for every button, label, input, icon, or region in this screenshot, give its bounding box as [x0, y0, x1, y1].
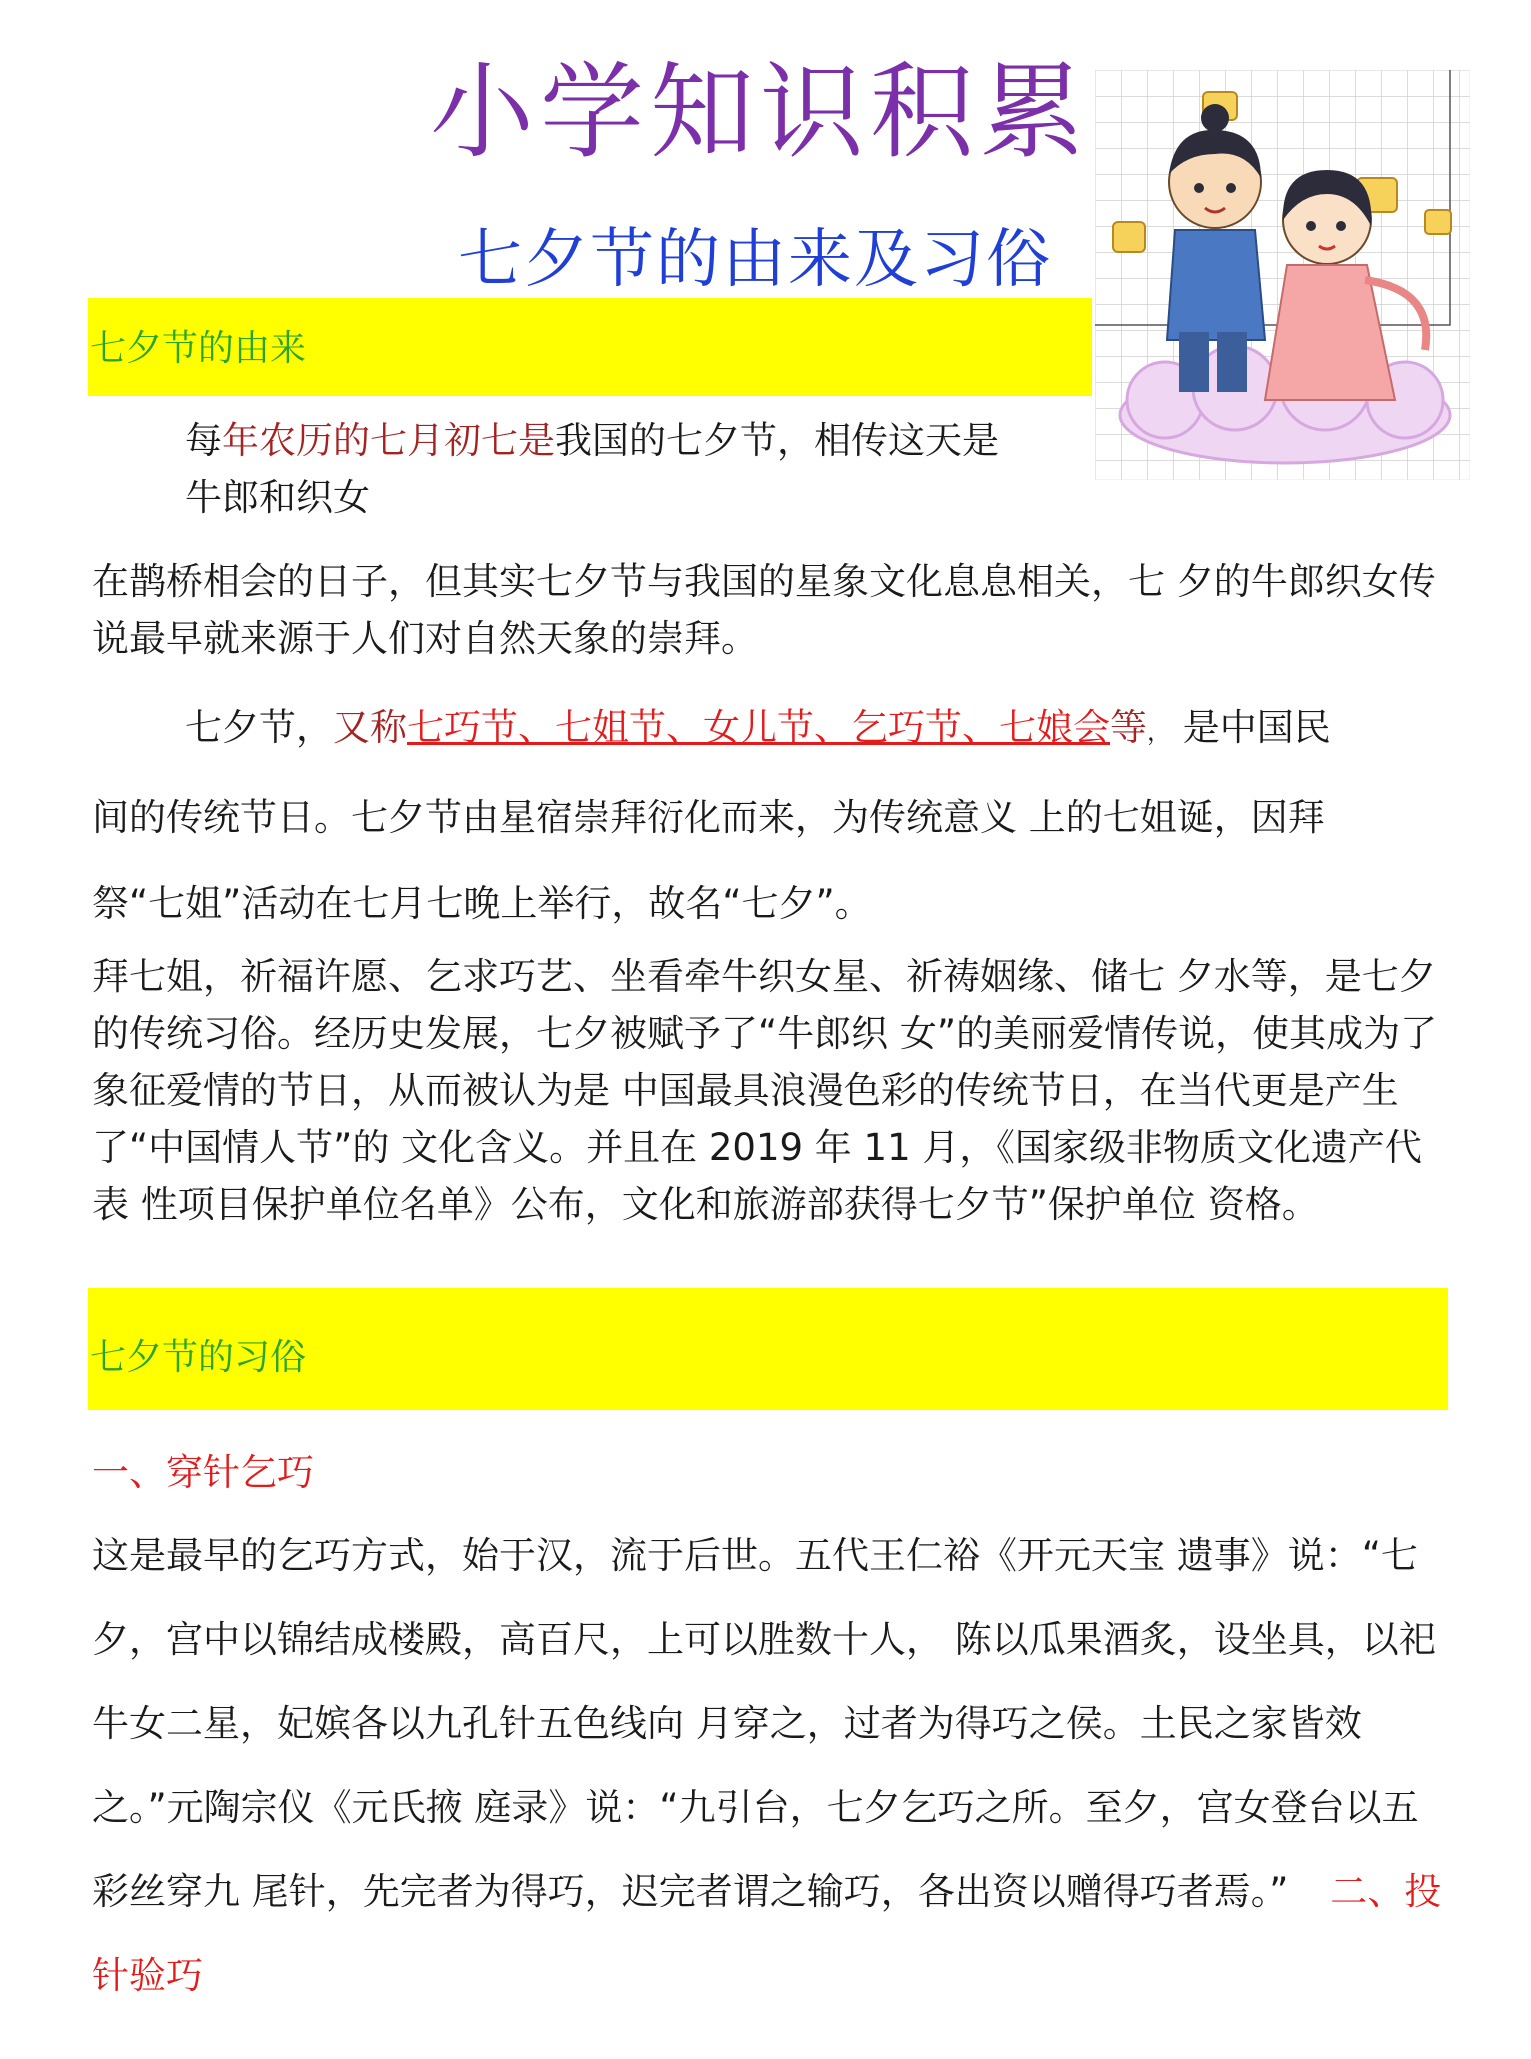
paragraph-3: [92, 685, 1452, 947]
text-span: 我国的七夕节，相传这天是: [555, 419, 999, 462]
text-span: ，: [1147, 718, 1171, 746]
custom-title-2: 二、投针验巧: [92, 1870, 1442, 1997]
qixi-couple-illustration: [1095, 70, 1470, 480]
paragraph-4: 拜七姐，祈福许愿、乞求巧艺、坐看牵牛织女星、祈祷姻缘、储七 夕水等，是七夕的传统习俗。经历史发展，七夕被赋予了“牛郎织 女”的美丽爱情传说，使其成为了象征爱情的节日，从而被认为是 中国最具浪漫色彩的传统节日，在当代更是产生了“中国情人节”的 文化含义。并且在 2019 年 11 月，《国家级非物质文化遗产代表 性项目保护单位名单》公布，文化和旅游部获得七夕节”保护单位 资格。: [92, 955, 1438, 1226]
text-span: 间的传统节日。七夕节由星宿崇拜衍化而来，为传统意义 上的七姐诞，因拜: [92, 796, 1325, 839]
text-span: 是中国民: [1171, 706, 1331, 749]
text-span: 又称: [333, 706, 407, 749]
text-span: 七夕节，: [185, 706, 333, 749]
text-span: 每: [185, 419, 222, 462]
paragraph-2: 在鹊桥相会的日子，但其实七夕节与我国的星象文化息息相关，七 夕的牛郎织女传说最早就来源于人们对自然天象的崇拜。: [92, 560, 1436, 660]
custom-text-1: [92, 1514, 1452, 2018]
page-subtitle: 七夕节的由来及习俗: [458, 223, 1052, 297]
paragraph-1: [185, 412, 1105, 526]
date-highlight: 年农历的七月初七是: [222, 419, 555, 462]
text-span: 七: [407, 706, 444, 749]
text-span: 等: [1110, 706, 1147, 749]
custom-title-1: 一、穿针乞巧: [92, 1451, 314, 1494]
festival-names: 巧节、七姐节、女儿节、乞巧节、七娘会: [444, 706, 1110, 749]
text-span: 这是最早的乞巧方式，始于汉，流于后世。五代王仁裕《开元天宝 遗事》说：“七夕，宫中以锦结成楼殿，高百尺，上可以胜数十人， 陈以瓜果酒炙，设坐具，以祀牛女二星，妃嫔各以九孔针五色线向 月穿之，过者为得巧之侯。土民之家皆效之。”元陶宗仪《元氏掖 庭录》说：“九引台，七夕乞巧之所。至夕，宫女登台以五彩丝穿九 尾针，先完者为得巧，迟完者谓之输巧，各出资以赠得巧者焉。”: [92, 1534, 1436, 1913]
page-title: 小学知识积累: [430, 51, 1091, 173]
text-span: 牛郎和织女: [185, 476, 370, 519]
section-heading-customs: 七夕节的习俗: [90, 1337, 307, 1378]
text-span: 祭“七姐”活动在七月七晚上举行，故名“七夕”。: [92, 882, 872, 925]
section-heading-origin: 七夕节的由来: [90, 328, 307, 369]
